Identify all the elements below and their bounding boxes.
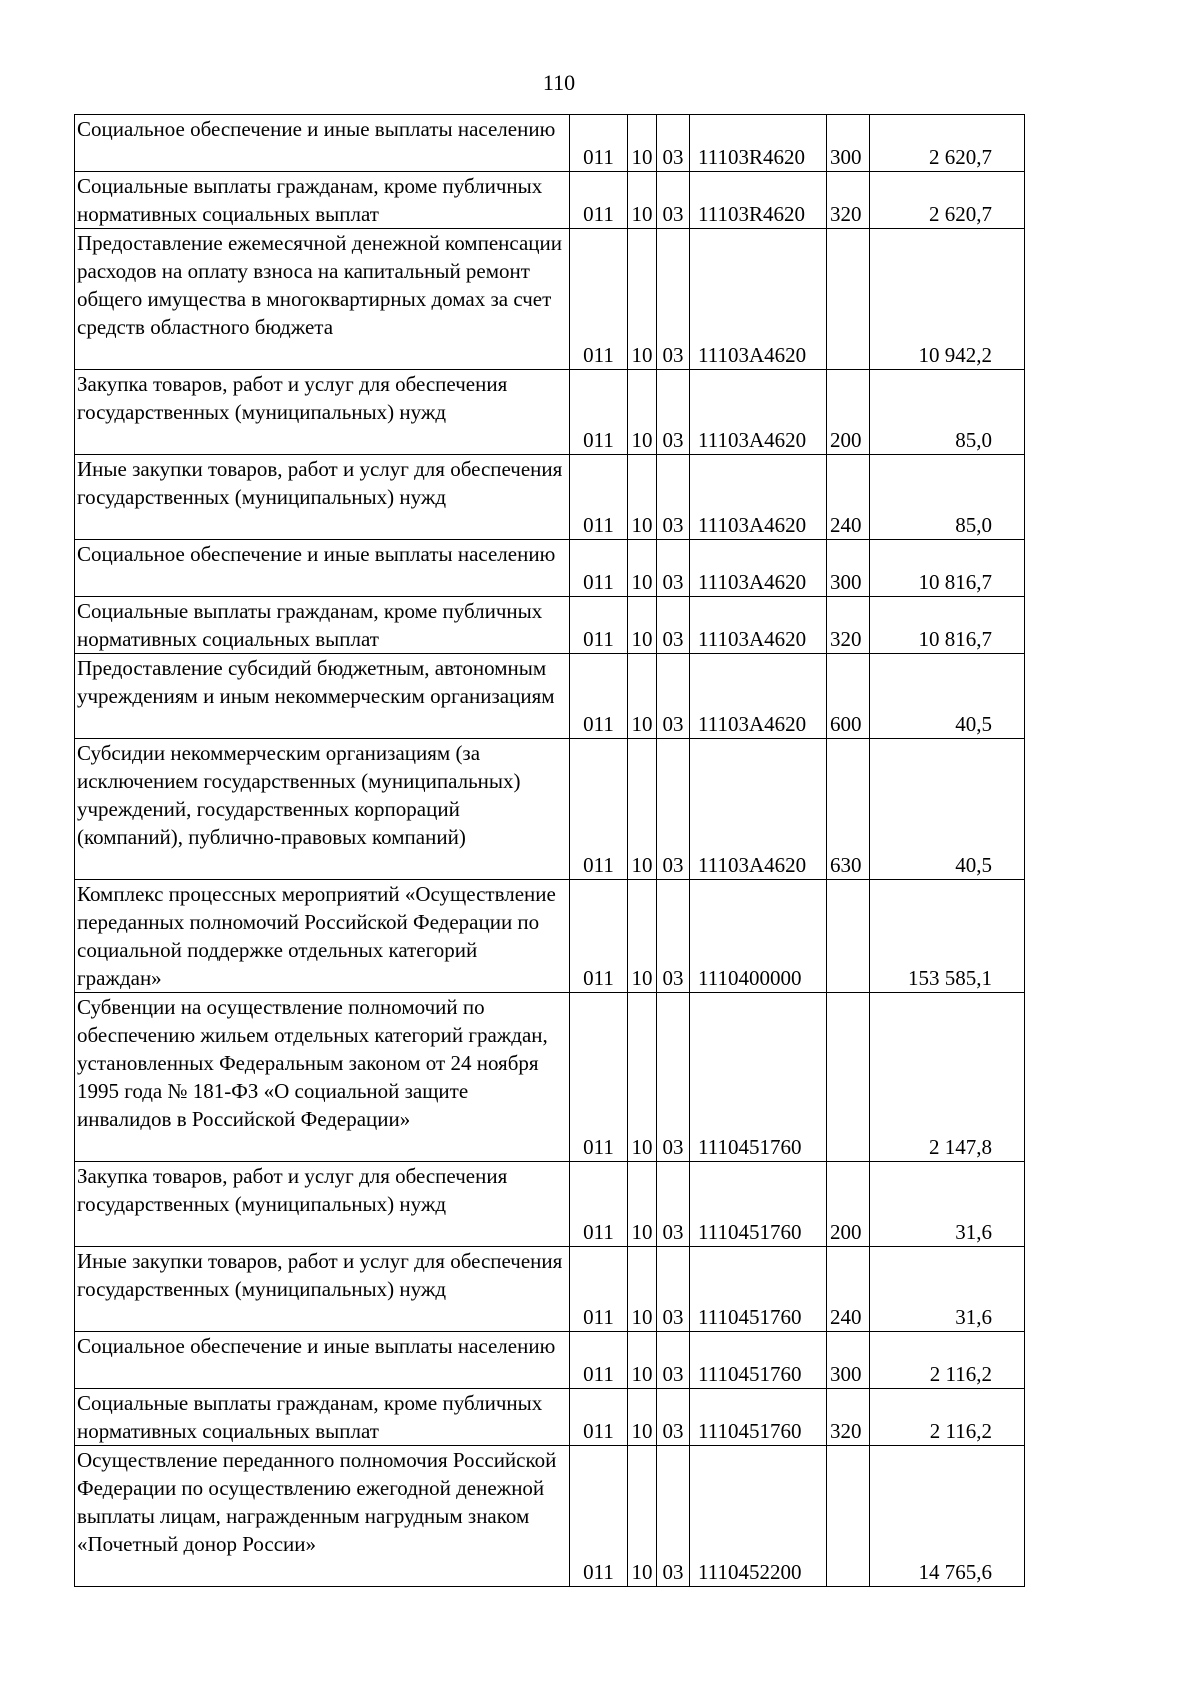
row-description: Социальные выплаты гражданам, кроме публичных нормативных социальных выплат — [75, 172, 570, 229]
amount-value: 2 116,2 — [870, 1332, 1025, 1389]
amount-value: 31,6 — [870, 1162, 1025, 1247]
admin-code: 011 — [570, 115, 628, 172]
expense-type-code: 320 — [827, 597, 870, 654]
admin-code: 011 — [570, 880, 628, 993]
amount-value: 2 620,7 — [870, 172, 1025, 229]
amount-value: 31,6 — [870, 1247, 1025, 1332]
row-description: Социальные выплаты гражданам, кроме публичных нормативных социальных выплат — [75, 597, 570, 654]
subsection-code: 03 — [657, 1162, 690, 1247]
subsection-code: 03 — [657, 739, 690, 880]
amount-value: 14 765,6 — [870, 1446, 1025, 1587]
row-description: Комплекс процессных мероприятий «Осуществление переданных полномочий Российской Федерации по социальной поддержке отдельных категорий граждан» — [75, 880, 570, 993]
table-row — [75, 455, 1025, 540]
table-row — [75, 115, 1025, 172]
row-description: Предоставление субсидий бюджетным, автономным учреждениям и иным некоммерческим организациям — [75, 654, 570, 739]
amount-value: 2 620,7 — [870, 115, 1025, 172]
table-row — [75, 739, 1025, 880]
expense-type-code: 300 — [827, 1332, 870, 1389]
row-description: Иные закупки товаров, работ и услуг для обеспечения государственных (муниципальных) нужд — [75, 1247, 570, 1332]
target-code: 1110451760 — [690, 1162, 827, 1247]
admin-code: 011 — [570, 1446, 628, 1587]
section-code: 10 — [628, 597, 657, 654]
row-description: Социальное обеспечение и иные выплаты населению — [75, 540, 570, 597]
row-description: Социальное обеспечение и иные выплаты населению — [75, 115, 570, 172]
subsection-code: 03 — [657, 1446, 690, 1587]
table-row — [75, 1247, 1025, 1332]
section-code: 10 — [628, 739, 657, 880]
subsection-code: 03 — [657, 880, 690, 993]
section-code: 10 — [628, 1446, 657, 1587]
admin-code: 011 — [570, 172, 628, 229]
target-code: 11103A4620 — [690, 597, 827, 654]
target-code: 1110451760 — [690, 1389, 827, 1446]
amount-value: 10 942,2 — [870, 229, 1025, 370]
section-code: 10 — [628, 540, 657, 597]
section-code: 10 — [628, 1247, 657, 1332]
admin-code: 011 — [570, 993, 628, 1162]
section-code: 10 — [628, 1162, 657, 1247]
target-code: 11103R4620 — [690, 115, 827, 172]
admin-code: 011 — [570, 1247, 628, 1332]
row-description: Закупка товаров, работ и услуг для обеспечения государственных (муниципальных) нужд — [75, 370, 570, 455]
amount-value: 2 116,2 — [870, 1389, 1025, 1446]
row-description: Социальные выплаты гражданам, кроме публичных нормативных социальных выплат — [75, 1389, 570, 1446]
expense-type-code: 200 — [827, 1162, 870, 1247]
subsection-code: 03 — [657, 229, 690, 370]
table-row — [75, 1332, 1025, 1389]
subsection-code: 03 — [657, 993, 690, 1162]
row-description: Субсидии некоммерческим организациям (за исключением государственных (муниципальных) учреждений, государственных корпораций (компаний), публично-правовых компаний) — [75, 739, 570, 880]
section-code: 10 — [628, 1389, 657, 1446]
row-description: Осуществление переданного полномочия Российской Федерации по осуществлению ежегодной денежной выплаты лицам, награжденным нагрудным знаком «Почетный донор России» — [75, 1446, 570, 1587]
admin-code: 011 — [570, 229, 628, 370]
subsection-code: 03 — [657, 1332, 690, 1389]
amount-value: 153 585,1 — [870, 880, 1025, 993]
section-code: 10 — [628, 172, 657, 229]
target-code: 11103A4620 — [690, 229, 827, 370]
budget-table — [74, 114, 1025, 1587]
table-row — [75, 229, 1025, 370]
expense-type-code — [827, 229, 870, 370]
table-row — [75, 1446, 1025, 1587]
target-code: 1110451760 — [690, 1247, 827, 1332]
amount-value: 10 816,7 — [870, 597, 1025, 654]
row-description: Предоставление ежемесячной денежной компенсации расходов на оплату взноса на капитальный ремонт общего имущества в многоквартирных домах за счет средств областного бюджета — [75, 229, 570, 370]
row-description: Социальное обеспечение и иные выплаты населению — [75, 1332, 570, 1389]
row-description: Закупка товаров, работ и услуг для обеспечения государственных (муниципальных) нужд — [75, 1162, 570, 1247]
table-row — [75, 654, 1025, 739]
expense-type-code: 240 — [827, 1247, 870, 1332]
subsection-code: 03 — [657, 540, 690, 597]
admin-code: 011 — [570, 739, 628, 880]
section-code: 10 — [628, 455, 657, 540]
row-description: Иные закупки товаров, работ и услуг для обеспечения государственных (муниципальных) нужд — [75, 455, 570, 540]
expense-type-code: 300 — [827, 540, 870, 597]
subsection-code: 03 — [657, 1247, 690, 1332]
subsection-code: 03 — [657, 370, 690, 455]
expense-type-code — [827, 1446, 870, 1587]
target-code: 11103A4620 — [690, 540, 827, 597]
target-code: 1110451760 — [690, 993, 827, 1162]
expense-type-code: 240 — [827, 455, 870, 540]
table-row — [75, 1389, 1025, 1446]
subsection-code: 03 — [657, 597, 690, 654]
subsection-code: 03 — [657, 115, 690, 172]
table-row — [75, 880, 1025, 993]
target-code: 1110451760 — [690, 1332, 827, 1389]
table-row — [75, 172, 1025, 229]
section-code: 10 — [628, 880, 657, 993]
target-code: 11103R4620 — [690, 172, 827, 229]
admin-code: 011 — [570, 1389, 628, 1446]
amount-value: 10 816,7 — [870, 540, 1025, 597]
table-row — [75, 993, 1025, 1162]
table-row — [75, 1162, 1025, 1247]
section-code: 10 — [628, 1332, 657, 1389]
expense-type-code: 300 — [827, 115, 870, 172]
table-row — [75, 597, 1025, 654]
subsection-code: 03 — [657, 1389, 690, 1446]
section-code: 10 — [628, 654, 657, 739]
section-code: 10 — [628, 229, 657, 370]
admin-code: 011 — [570, 455, 628, 540]
section-code: 10 — [628, 993, 657, 1162]
subsection-code: 03 — [657, 654, 690, 739]
amount-value: 85,0 — [870, 370, 1025, 455]
target-code: 11103A4620 — [690, 455, 827, 540]
section-code: 10 — [628, 370, 657, 455]
admin-code: 011 — [570, 1162, 628, 1247]
amount-value: 40,5 — [870, 739, 1025, 880]
subsection-code: 03 — [657, 172, 690, 229]
amount-value: 40,5 — [870, 654, 1025, 739]
expense-type-code: 320 — [827, 172, 870, 229]
subsection-code: 03 — [657, 455, 690, 540]
admin-code: 011 — [570, 370, 628, 455]
target-code: 1110452200 — [690, 1446, 827, 1587]
amount-value: 2 147,8 — [870, 993, 1025, 1162]
page-number: 110 — [542, 70, 576, 95]
table-body — [75, 115, 1025, 1587]
row-description: Субвенции на осуществление полномочий по обеспечению жильем отдельных категорий граждан, установленных Федеральным законом от 24 ноября 1995 года № 181-ФЗ «О социальной защите инвалидов в Российской Федерации» — [75, 993, 570, 1162]
admin-code: 011 — [570, 654, 628, 739]
amount-value: 85,0 — [870, 455, 1025, 540]
admin-code: 011 — [570, 1332, 628, 1389]
table-row — [75, 370, 1025, 455]
expense-type-code: 320 — [827, 1389, 870, 1446]
target-code: 1110400000 — [690, 880, 827, 993]
admin-code: 011 — [570, 540, 628, 597]
expense-type-code: 200 — [827, 370, 870, 455]
section-code: 10 — [628, 115, 657, 172]
expense-type-code — [827, 993, 870, 1162]
table-row — [75, 540, 1025, 597]
target-code: 11103A4620 — [690, 370, 827, 455]
target-code: 11103A4620 — [690, 654, 827, 739]
expense-type-code — [827, 880, 870, 993]
admin-code: 011 — [570, 597, 628, 654]
expense-type-code: 600 — [827, 654, 870, 739]
expense-type-code: 630 — [827, 739, 870, 880]
target-code: 11103A4620 — [690, 739, 827, 880]
